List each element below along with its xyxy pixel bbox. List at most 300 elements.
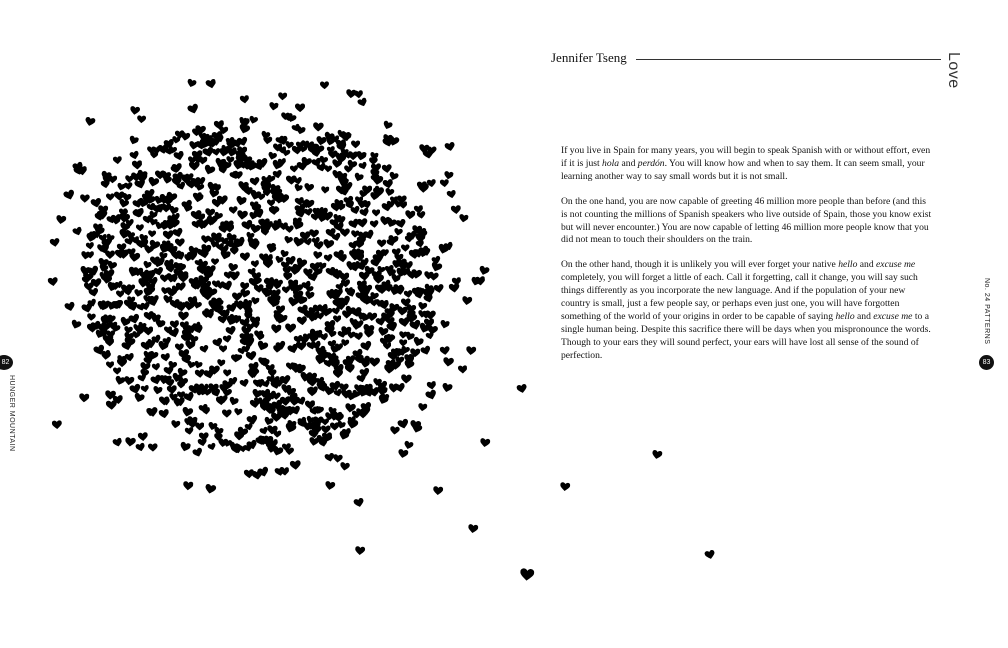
italic-word: hello — [838, 259, 858, 271]
heart-icon — [466, 345, 477, 356]
heart-icon — [232, 315, 242, 325]
heart-icon — [292, 145, 304, 157]
heart-icon — [78, 393, 89, 404]
heart-icon — [170, 218, 180, 228]
heart-icon — [255, 340, 268, 353]
heart-icon — [349, 250, 359, 260]
heart-icon — [234, 408, 244, 418]
heart-icon — [223, 270, 233, 280]
heart-icon — [133, 207, 145, 219]
heart-icon — [439, 319, 450, 330]
heart-icon — [362, 283, 373, 294]
heart-icon — [211, 279, 220, 288]
running-title-right: No. 24 PATTERNS — [983, 278, 990, 345]
heart-icon — [152, 363, 161, 372]
heart-icon — [183, 480, 194, 491]
heart-icon — [331, 201, 343, 213]
heart-icon — [381, 201, 393, 213]
heart-icon — [280, 261, 289, 270]
heart-icon — [244, 469, 255, 480]
heart-icon — [237, 180, 249, 192]
section-title: Love — [945, 52, 962, 89]
essay-body — [561, 145, 933, 375]
heart-icon — [256, 193, 265, 202]
heart-icon — [406, 270, 417, 281]
heart-icon — [422, 310, 431, 319]
text-run: On the other hand, though it is unlikely you will ever forget your native — [561, 259, 839, 271]
heart-icon — [243, 336, 256, 349]
heart-icon — [329, 412, 339, 422]
heart-icon — [295, 125, 306, 136]
heart-icon — [324, 254, 334, 264]
heart-icon — [184, 173, 194, 183]
heart-icon — [162, 397, 172, 407]
heart-icon — [213, 211, 224, 222]
heart-icon — [239, 379, 250, 390]
heart-icon — [442, 241, 454, 253]
heart-icon — [358, 161, 369, 172]
heart-icon — [126, 283, 135, 292]
heart-icon — [341, 339, 350, 348]
heart-icon — [250, 201, 259, 210]
heart-icon — [135, 442, 146, 453]
heart-icon — [231, 443, 243, 455]
heart-icon — [427, 381, 438, 392]
heart-icon — [355, 196, 363, 204]
heart-icon — [268, 369, 277, 378]
heart-icon — [172, 261, 184, 273]
heart-icon — [369, 157, 378, 166]
heart-icon — [147, 229, 155, 237]
heart-icon — [443, 171, 454, 182]
heart-icon — [244, 312, 253, 321]
heart-icon — [353, 497, 365, 509]
heart-icon — [290, 265, 301, 276]
heart-icon — [344, 403, 356, 415]
heart-icon — [704, 549, 716, 561]
heart-icon — [516, 383, 528, 395]
heart-icon — [112, 437, 124, 449]
heart-icon — [267, 406, 276, 415]
paragraph-1 — [561, 145, 933, 184]
heart-icon — [303, 182, 314, 193]
heart-icon — [370, 220, 380, 230]
heart-icon — [106, 400, 118, 412]
heart-icon — [248, 238, 260, 250]
heart-icon — [170, 419, 180, 429]
heart-icon — [189, 161, 200, 172]
heart-icon — [205, 78, 217, 90]
heart-icon — [331, 232, 342, 243]
heart-icon — [295, 103, 305, 113]
italic-word: excuse me — [876, 259, 916, 271]
heart-icon — [218, 147, 229, 158]
heart-icon — [190, 209, 202, 221]
heart-icon — [205, 310, 215, 320]
heart-icon — [161, 352, 172, 363]
heart-icon — [156, 319, 166, 329]
heart-icon — [246, 414, 259, 427]
heart-icon — [417, 183, 428, 194]
heart-icon — [217, 195, 229, 207]
heart-icon — [202, 163, 216, 177]
heart-icon — [137, 114, 146, 123]
heart-icon — [313, 122, 324, 133]
heart-icon — [290, 459, 302, 471]
heart-icon — [158, 408, 170, 420]
heart-icon — [390, 425, 400, 435]
heart-icon — [162, 229, 174, 241]
text-run: and — [857, 259, 877, 271]
heart-icon — [458, 214, 469, 225]
heart-icon — [175, 237, 185, 247]
heart-icon — [433, 486, 444, 497]
heart-icon — [372, 209, 380, 217]
heart-icon — [254, 329, 264, 339]
heart-icon — [321, 186, 330, 195]
heart-icon — [300, 156, 313, 169]
heart-icon — [102, 333, 114, 345]
heart-icon — [186, 78, 197, 89]
heart-icon — [415, 232, 427, 244]
heart-icon — [416, 211, 426, 221]
heart-icon — [222, 409, 232, 419]
heart-icon — [123, 298, 134, 309]
heart-icon — [259, 253, 268, 262]
heart-icon — [335, 152, 344, 161]
heart-icon — [320, 81, 329, 90]
heart-icon — [257, 466, 271, 480]
heart-icon — [371, 269, 383, 281]
heart-icon — [64, 301, 76, 313]
heart-icon — [87, 312, 96, 321]
heart-icon — [200, 235, 210, 245]
heart-icon — [346, 88, 357, 99]
heart-icon — [81, 250, 92, 261]
page-number-right: 83 — [979, 355, 994, 370]
header-rule — [636, 59, 941, 60]
heart-icon — [214, 119, 226, 131]
heart-icon — [379, 392, 390, 403]
heart-icon — [362, 185, 373, 196]
heart-icon — [79, 265, 92, 278]
heart-icon — [124, 325, 134, 335]
heart-icon — [116, 354, 126, 364]
heart-icon — [148, 443, 158, 453]
heart-icon — [222, 335, 232, 345]
heart-icon — [426, 324, 438, 336]
heart-icon — [354, 240, 364, 250]
heart-icon — [230, 247, 239, 256]
heart-icon — [333, 369, 343, 379]
heart-icon — [142, 193, 151, 202]
heart-icon — [439, 345, 450, 356]
heart-icon — [293, 362, 303, 372]
heart-icon — [84, 116, 96, 128]
heart-icon — [281, 148, 291, 158]
heart-icon — [268, 206, 279, 217]
heart-icon — [381, 311, 392, 322]
heart-icon — [133, 266, 144, 277]
heart-icon — [147, 146, 156, 155]
heart-icon — [165, 378, 175, 388]
heart-icon — [115, 249, 126, 260]
heart-icon — [207, 383, 218, 394]
heart-icon — [286, 174, 297, 185]
heart-icon — [85, 242, 94, 251]
heart-icon — [294, 208, 306, 220]
heart-icon — [114, 191, 125, 202]
heart-icon — [80, 193, 90, 203]
heart-icon — [249, 176, 260, 187]
heart-icon — [240, 282, 250, 292]
heart-icon — [475, 275, 486, 286]
heart-icon — [218, 395, 228, 405]
heart-icon — [277, 92, 287, 102]
heart-icon — [55, 214, 67, 226]
heart-icon — [441, 382, 453, 394]
heart-icon — [183, 253, 192, 262]
heart-icon — [345, 390, 357, 402]
text-run: and — [854, 310, 874, 322]
heart-icon — [146, 338, 156, 348]
heart-icon — [271, 192, 283, 204]
heart-icon — [451, 205, 462, 216]
heart-icon — [203, 267, 213, 277]
heart-icon — [373, 378, 383, 388]
author-name: Jennifer Tseng — [551, 50, 627, 65]
heart-icon — [256, 157, 269, 170]
heart-icon — [217, 437, 228, 448]
heart-icon — [271, 445, 284, 458]
heart-icon — [165, 191, 178, 204]
heart-icon — [273, 345, 282, 354]
heart-icon — [382, 178, 394, 190]
heart-icon — [192, 300, 202, 310]
heart-icon — [321, 306, 333, 318]
heart-icon — [559, 481, 570, 492]
running-title-left: HUNGER MOUNTAIN — [8, 375, 15, 452]
heart-icon — [204, 483, 217, 496]
heart-icon — [280, 374, 292, 386]
heart-icon — [50, 237, 61, 248]
heart-icon — [187, 103, 200, 116]
heart-icon — [353, 172, 365, 184]
heart-icon — [93, 223, 103, 233]
heart-icon — [52, 420, 63, 431]
heart-icon — [378, 283, 388, 293]
heart-icon — [184, 418, 193, 427]
heart-icon — [339, 272, 350, 283]
heart-icon — [193, 192, 203, 202]
heart-icon — [329, 422, 339, 432]
heart-icon — [248, 370, 258, 380]
heart-icon — [451, 277, 462, 288]
heart-icon — [281, 286, 290, 295]
heart-icon — [127, 135, 139, 147]
heart-icon — [268, 102, 279, 113]
heart-icon — [271, 159, 284, 172]
heart-icon — [192, 447, 204, 459]
heart-icon — [285, 224, 294, 233]
heart-icon — [417, 403, 427, 413]
heart-icon — [152, 385, 163, 396]
heart-icon — [103, 268, 115, 280]
heart-icon — [270, 222, 280, 232]
heart-icon — [234, 431, 245, 442]
heart-icon — [313, 304, 323, 314]
heart-icon — [178, 348, 190, 360]
paragraph-3 — [561, 259, 933, 362]
heart-icon — [294, 196, 305, 207]
heart-icon — [175, 396, 187, 408]
heart-icon — [307, 371, 318, 382]
heart-icon — [360, 340, 374, 354]
heart-icon — [239, 251, 250, 262]
heart-icon — [467, 523, 478, 534]
heart-icon — [283, 112, 293, 122]
heart-icon — [444, 141, 456, 153]
heart-icon — [175, 130, 185, 140]
heart-icon — [362, 323, 375, 336]
heart-icon — [62, 188, 76, 202]
heart-icon — [101, 350, 112, 361]
heart-icon — [124, 436, 136, 448]
heart-icon — [377, 239, 386, 248]
heart-icon — [146, 406, 159, 419]
heart-icon — [338, 172, 348, 182]
heart-icon — [253, 283, 264, 294]
heart-icon — [397, 448, 409, 460]
heart-icon — [345, 260, 357, 272]
heart-icon — [125, 218, 134, 227]
heart-icon — [423, 271, 433, 281]
heart-icon — [302, 422, 313, 433]
heart-icon — [285, 323, 296, 334]
heart-icon — [149, 294, 159, 304]
italic-word: perdón — [637, 157, 665, 169]
heart-icon — [280, 467, 290, 477]
heart-icon — [391, 348, 401, 358]
heart-icon — [260, 130, 271, 141]
heart-icon — [330, 354, 339, 363]
paragraph-2: On the one hand, you are now capable of greeting 46 million more people than before (and this is not counting the millions of Spanish speakers who live outside of Spain, those you know exist but will never encounter.) You are now capable of letting 46 million more people know that you did not mean to touch their shoulders on the train. — [561, 195, 932, 246]
heart-icon — [519, 567, 534, 582]
heart-icon — [351, 229, 360, 238]
heart-icon — [312, 250, 322, 260]
heart-icon — [207, 442, 217, 452]
heart-icon — [157, 143, 170, 156]
text-run: and — [619, 157, 638, 169]
heart-icon — [228, 396, 240, 408]
page-number-left: 82 — [0, 355, 13, 370]
heart-icon — [116, 290, 125, 299]
heart-icon — [355, 546, 366, 557]
heart-icon — [272, 288, 282, 298]
heart-icon — [359, 207, 371, 219]
italic-word: hello — [835, 310, 855, 322]
heart-icon — [216, 359, 225, 368]
heart-icon — [98, 301, 110, 313]
heart-icon — [170, 164, 181, 175]
heart-icon — [72, 226, 84, 238]
heart-icon — [143, 310, 155, 322]
heart-icon — [266, 244, 277, 255]
heart-icon — [289, 165, 298, 174]
heart-icon — [228, 376, 238, 386]
heart-icon — [396, 257, 407, 268]
heart-icon — [305, 400, 316, 411]
heart-icon — [418, 143, 429, 154]
italic-word: hola — [602, 157, 620, 169]
heart-icon — [211, 258, 219, 266]
heart-icon — [251, 321, 261, 331]
heart-icon — [175, 281, 186, 292]
heart-icon — [404, 289, 414, 299]
heart-icon — [382, 164, 393, 175]
heart-icon — [124, 181, 134, 191]
heart-icon — [183, 324, 193, 334]
heart-icon — [271, 324, 282, 335]
heart-icon — [70, 318, 82, 330]
text-run: . You will know how and when to say them. It can seem small, your learning another way to say small words but it is not small. — [561, 157, 925, 182]
heart-icon — [157, 340, 169, 352]
heart-icon — [410, 423, 422, 435]
heart-icon — [226, 302, 239, 315]
heart-icon — [139, 368, 149, 378]
heart-icon — [235, 195, 247, 207]
heart-icon — [313, 240, 324, 251]
heart-icon — [385, 237, 397, 249]
heart-icon — [479, 437, 490, 448]
heart-icon — [210, 136, 222, 148]
heart-icon — [318, 438, 328, 448]
heart-icon — [251, 297, 261, 307]
heart-icon — [143, 326, 154, 337]
heart-icon — [327, 339, 337, 349]
heart-icon — [173, 150, 186, 163]
heart-icon — [419, 345, 431, 357]
heart-icon — [112, 155, 122, 165]
heart-icon — [443, 356, 455, 368]
heart-icon — [199, 344, 209, 354]
heart-icon — [360, 401, 373, 414]
heart-icon — [190, 282, 200, 292]
heart-icon — [383, 364, 394, 375]
heart-icon — [303, 309, 314, 320]
heart-icon — [101, 236, 114, 249]
heart-icon — [283, 422, 296, 435]
heart-icon — [446, 189, 457, 200]
heart-icon — [351, 140, 360, 149]
heart-icon — [352, 322, 362, 332]
heart-icon — [84, 282, 94, 292]
heart-icon — [345, 363, 356, 374]
heart-icon — [236, 210, 248, 222]
heart-icon — [296, 340, 308, 352]
heart-icon — [162, 294, 173, 305]
heart-icon — [405, 360, 414, 369]
heart-icon — [120, 209, 129, 218]
heart-icon — [175, 301, 187, 313]
heart-icon — [311, 331, 320, 340]
heart-icon — [177, 381, 186, 390]
heart-icon — [324, 480, 336, 492]
heart-icon — [248, 115, 259, 126]
heart-icon — [219, 383, 229, 393]
heart-icon — [47, 276, 58, 287]
text-run: completely, you will forget a little of each. Call it forgetting, call it change, you will say such things differently as you incorporate the new language. And if the population of your new country is small, just a few people say, or perhaps even just one, you will have forgotten something of the world of your origins in order to be capable of saying — [561, 272, 918, 322]
